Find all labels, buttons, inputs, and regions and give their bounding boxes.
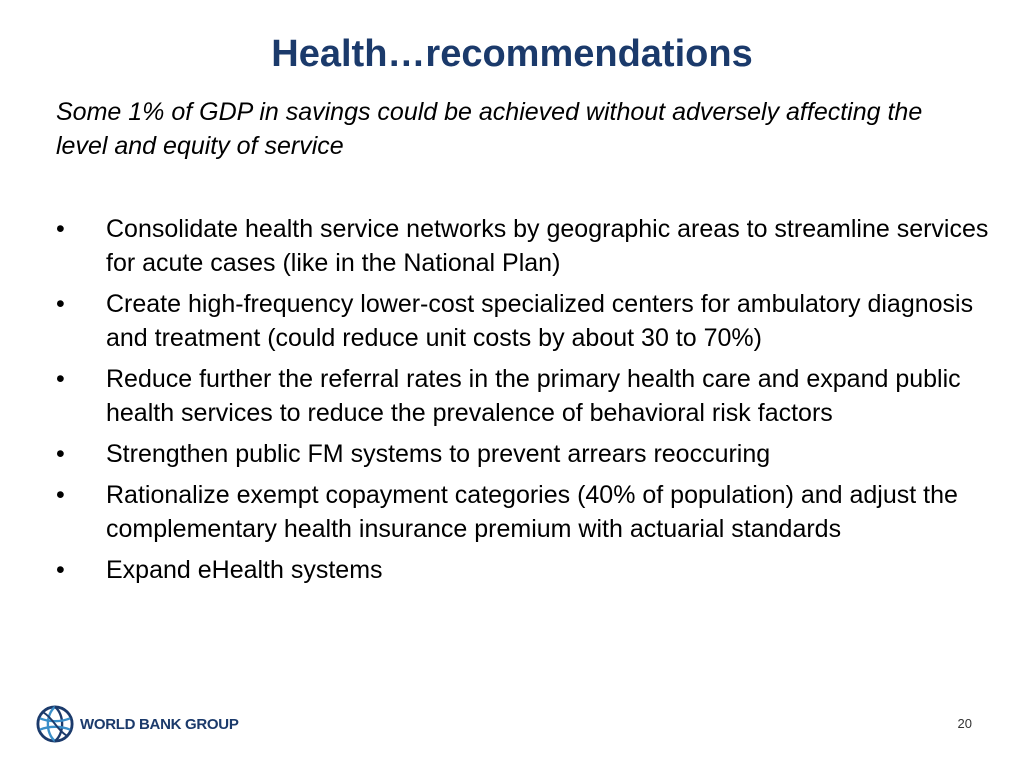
bullet-marker: • [56,365,65,393]
logo-text: WORLD BANK GROUP [80,715,239,733]
globe-icon [36,705,74,743]
bullet-text: Rationalize exempt copayment categories (40% of population) and adjust the complementary health insurance premium with actuarial standards [106,481,958,543]
bullet-text: Expand eHealth systems [106,556,383,584]
page-number: 20 [957,716,972,731]
world-bank-logo [36,704,239,744]
bullet-marker: • [56,556,65,584]
bullet-text: Strengthen public FM systems to prevent arrears reoccuring [106,440,771,468]
slide-title: Health…recommendations [271,33,753,75]
bullet-list [56,212,996,594]
bullet-item [56,553,996,587]
bullet-item [56,212,996,280]
bullet-item [56,362,996,430]
bullet-item [56,437,996,471]
bullet-text: Consolidate health service networks by geographic areas to streamline services for acute cases (like in the National Plan) [106,215,989,277]
bullet-marker: • [56,481,65,509]
bullet-text: Create high-frequency lower-cost specialized centers for ambulatory diagnosis and treatment (could reduce unit costs by about 30 to 70%) [106,290,974,352]
slide-subtitle: Some 1% of GDP in savings could be achieved without adversely affecting the level and equity of service [56,98,923,160]
bullet-marker: • [56,440,65,468]
bullet-text: Reduce further the referral rates in the primary health care and expand public health services to reduce the prevalence of behavioral risk factors [106,365,961,427]
bullet-marker: • [56,215,65,243]
bullet-item [56,287,996,355]
bullet-item [56,478,996,546]
bullet-marker: • [56,290,65,318]
